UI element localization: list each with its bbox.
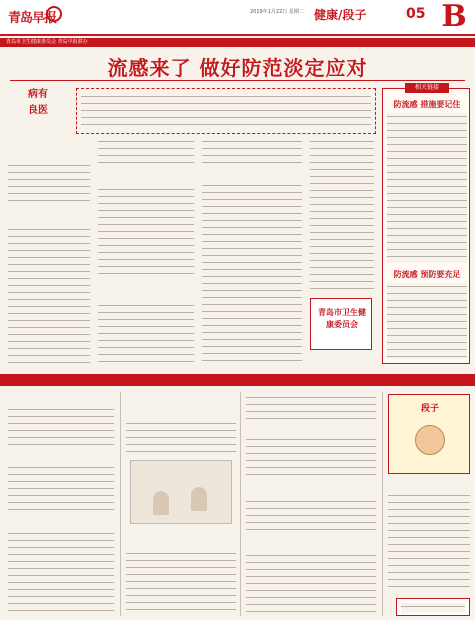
joke-2-body: [8, 464, 114, 512]
badge-line-2: 良医: [28, 105, 48, 116]
joke-1-body: [8, 406, 114, 446]
article-5-body-cont: [310, 138, 374, 292]
article-2-body-cont: [98, 138, 194, 168]
headline-divider: [10, 80, 465, 81]
cartoon-label: 段子: [420, 404, 439, 414]
smiling-face-icon: [415, 425, 445, 455]
sidebar-body-1: [387, 113, 467, 263]
column-divider: [240, 392, 241, 616]
article-5-body: [202, 182, 302, 366]
badge-line-1: 病有: [28, 89, 48, 100]
joke-4-body: [126, 420, 236, 456]
footer-text: [401, 603, 465, 613]
article-2-body: [8, 226, 90, 366]
section-letter: B: [441, 0, 467, 34]
sidebar-heading-1: 防流感 措施要记住: [393, 100, 461, 109]
joke-6-body: [246, 436, 376, 480]
article-3-body: [98, 186, 194, 276]
related-links-sidebar: [382, 84, 470, 364]
masthead: [0, 0, 475, 36]
article-1-body: [8, 162, 90, 206]
page-number: 05: [406, 6, 426, 22]
column-divider: [382, 392, 383, 616]
article-5-intro: [202, 138, 302, 164]
illustration-figure-icon: [153, 491, 169, 515]
sidebar-body-2: [387, 283, 467, 359]
newspaper-logo: [6, 4, 62, 26]
logo-ring-icon: [46, 6, 62, 22]
joke-7-body: [246, 498, 376, 534]
joke-6-body-start: [246, 394, 376, 420]
partner-bar-text: 青岛市卫生健康委员会 青岛早报联办: [6, 39, 88, 45]
intro-box: [76, 88, 376, 134]
column-badge: [8, 88, 68, 134]
article-4-body: [98, 302, 194, 366]
joke-3-body: [8, 530, 114, 614]
intro-text: [81, 93, 371, 129]
department-stamp: [310, 298, 372, 350]
joke-5-body: [126, 550, 236, 614]
issue-date: 2019年1月22日 星期二: [250, 9, 304, 15]
page-headline: 流感来了 做好防范淡定应对: [107, 56, 368, 80]
illustration-figure-icon: [191, 487, 207, 511]
joke-illustration: [130, 460, 232, 524]
section-title: 健康/段子: [314, 8, 367, 22]
stamp-text: 青岛市卫生健康委员会: [318, 308, 366, 329]
jokes-cartoon: [388, 394, 470, 474]
joke-9-body: [388, 492, 470, 592]
page-footer-credits: [396, 598, 470, 616]
joke-8-body: [246, 552, 376, 614]
logo-text: 青岛早报: [8, 11, 57, 26]
partner-bar: [0, 38, 475, 47]
sidebar-heading-2: 防流感 预防要充足: [393, 270, 461, 279]
related-links-tag: 相关链接: [405, 83, 449, 93]
column-divider: [120, 392, 121, 616]
call-for-submissions-banner: [0, 374, 475, 386]
